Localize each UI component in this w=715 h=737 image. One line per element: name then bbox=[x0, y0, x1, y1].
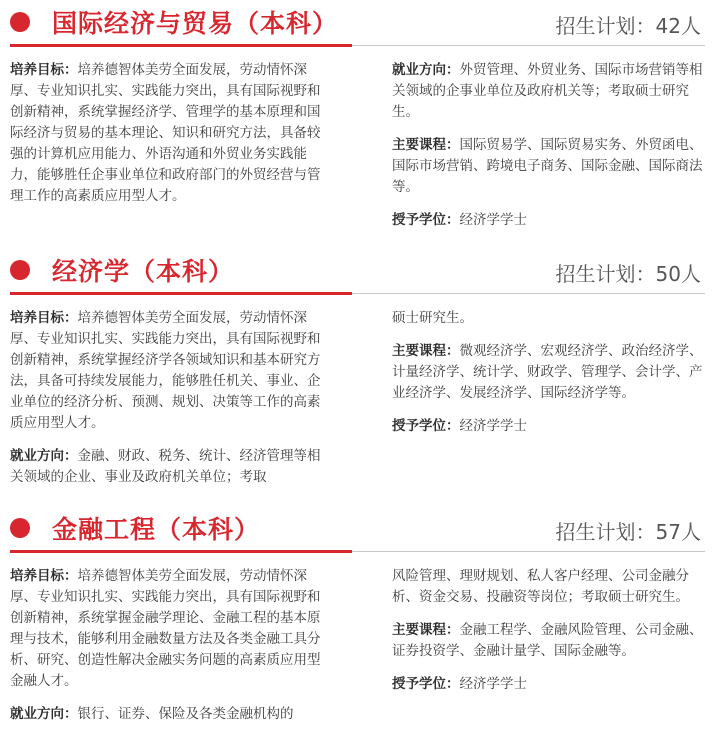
paragraph-career bbox=[10, 704, 332, 725]
label-separator: ： bbox=[446, 212, 460, 228]
header-rule-accent bbox=[10, 44, 352, 47]
bullet-dot-icon bbox=[10, 518, 30, 538]
paragraph-text: 经济学学士 bbox=[459, 212, 527, 228]
paragraph-text: 金融工程学、金融风险管理、公司金融、证券投资学、金融计量学、国际金融等。 bbox=[392, 622, 703, 659]
label-separator: ： bbox=[446, 137, 460, 153]
paragraph-text: 经济学学士 bbox=[459, 676, 527, 692]
paragraph-label: 就业方向 bbox=[10, 448, 64, 464]
label-separator: ： bbox=[64, 62, 78, 78]
header-rule bbox=[352, 45, 705, 46]
paragraph-text: 金融、财政、税务、统计、经济管理等相关领域的企业、事业及政府机关单位；考取 bbox=[10, 448, 321, 485]
label-separator: ： bbox=[64, 568, 78, 584]
paragraph-text: 国际贸易学、国际贸易实务、外贸函电、国际市场营销、跨境电子商务、国际金融、国际商法等。 bbox=[392, 137, 703, 195]
paragraph-label: 授予学位 bbox=[392, 676, 446, 692]
section-header bbox=[0, 248, 715, 292]
header-rule bbox=[352, 551, 705, 552]
section-title: 金融工程（本科） bbox=[52, 515, 261, 544]
paragraph-degree bbox=[392, 416, 704, 437]
paragraph-degree bbox=[392, 210, 704, 231]
paragraph-label: 培养目标 bbox=[10, 310, 64, 326]
paragraph-courses bbox=[392, 620, 704, 662]
enrollment-quota: 招生计划：57人 bbox=[555, 520, 701, 544]
header-rule-accent bbox=[10, 292, 352, 295]
label-separator: ： bbox=[64, 706, 78, 722]
paragraph-training-goal bbox=[10, 308, 332, 434]
label-separator: ： bbox=[64, 448, 78, 464]
paragraph-text: 银行、证券、保险及各类金融机构的 bbox=[77, 706, 294, 722]
paragraph-courses bbox=[392, 341, 704, 404]
left-column bbox=[10, 308, 332, 500]
label-separator: ： bbox=[446, 62, 460, 78]
paragraph-label: 培养目标 bbox=[10, 568, 64, 584]
section-title: 经济学（本科） bbox=[52, 257, 235, 286]
paragraph-career bbox=[10, 446, 332, 488]
paragraph-label: 培养目标 bbox=[10, 62, 64, 78]
paragraph-text: 微观经济学、宏观经济学、政治经济学、计量经济学、统计学、财政学、管理学、会计学、产业经济学、发展经济学、国际经济学等。 bbox=[392, 343, 703, 401]
paragraph-text: 培养德智体美劳全面发展，劳动情怀深厚、专业知识扎实、实践能力突出，具有国际视野和创新精神，系统掌握经济学、管理学的基本原理和国际经济与贸易的基本理论、知识和研究方法，具备较强的计算机应用能力、外语沟通和外贸业务实践能力，能够胜任企事业单位和政府部门的外贸经营与管理工作的高素质应用型人才。 bbox=[10, 62, 321, 204]
paragraph-career-continued bbox=[392, 308, 704, 329]
paragraph-label: 主要课程 bbox=[392, 343, 446, 359]
paragraph-degree bbox=[392, 674, 704, 695]
right-column bbox=[392, 60, 704, 243]
label-separator: ： bbox=[446, 622, 460, 638]
enrollment-quota: 招生计划：50人 bbox=[555, 262, 701, 286]
paragraph-label: 主要课程 bbox=[392, 137, 446, 153]
section-header bbox=[0, 506, 715, 550]
paragraph-label: 就业方向 bbox=[392, 62, 446, 78]
paragraph-career bbox=[392, 60, 704, 123]
paragraph-label: 主要课程 bbox=[392, 622, 446, 638]
label-separator: ： bbox=[446, 418, 460, 434]
section-title: 国际经济与贸易（本科） bbox=[52, 9, 339, 38]
paragraph-career-continued bbox=[392, 566, 704, 608]
paragraph-text: 培养德智体美劳全面发展，劳动情怀深厚、专业知识扎实、实践能力突出，具有国际视野和创新精神，系统掌握经济学各领域知识和基本研究方法，具备可持续发展能力，能够胜任机关、事业、企业单位的经济分析、预测、规划、决策等工作的高素质应用型人才。 bbox=[10, 310, 321, 431]
paragraph-label: 授予学位 bbox=[392, 212, 446, 228]
paragraph-text: 外贸管理、外贸业务、国际市场营销等相关领域的企事业单位及政府机关等；考取硕士研究生。 bbox=[392, 62, 703, 120]
label-separator: ： bbox=[64, 310, 78, 326]
paragraph-text: 经济学学士 bbox=[459, 418, 527, 434]
header-rule-accent bbox=[10, 550, 352, 553]
bullet-dot-icon bbox=[10, 260, 30, 280]
paragraph-training-goal bbox=[10, 566, 332, 692]
paragraph-label: 授予学位 bbox=[392, 418, 446, 434]
paragraph-label: 就业方向 bbox=[10, 706, 64, 722]
label-separator: ： bbox=[446, 676, 460, 692]
label-separator: ： bbox=[446, 343, 460, 359]
paragraph-text: 硕士研究生。 bbox=[392, 310, 473, 326]
bullet-dot-icon bbox=[10, 12, 30, 32]
paragraph-text: 风险管理、理财规划、私人客户经理、公司金融分析、资金交易、投融资等岗位；考取硕士研究生。 bbox=[392, 568, 689, 605]
right-column bbox=[392, 566, 704, 707]
enrollment-quota: 招生计划：42人 bbox=[555, 14, 701, 38]
paragraph-training-goal bbox=[10, 60, 332, 207]
header-rule bbox=[352, 293, 705, 294]
section-header bbox=[0, 0, 715, 44]
right-column bbox=[392, 308, 704, 449]
paragraph-courses bbox=[392, 135, 704, 198]
left-column bbox=[10, 566, 332, 737]
left-column bbox=[10, 60, 332, 219]
paragraph-text: 培养德智体美劳全面发展，劳动情怀深厚、专业知识扎实、实践能力突出，具有国际视野和创新精神，系统掌握金融学理论、金融工程的基本原理与技术，能够利用金融数量方法及各类金融工具分析、研究、创造性解决金融实务问题的高素质应用型金融人才。 bbox=[10, 568, 321, 689]
